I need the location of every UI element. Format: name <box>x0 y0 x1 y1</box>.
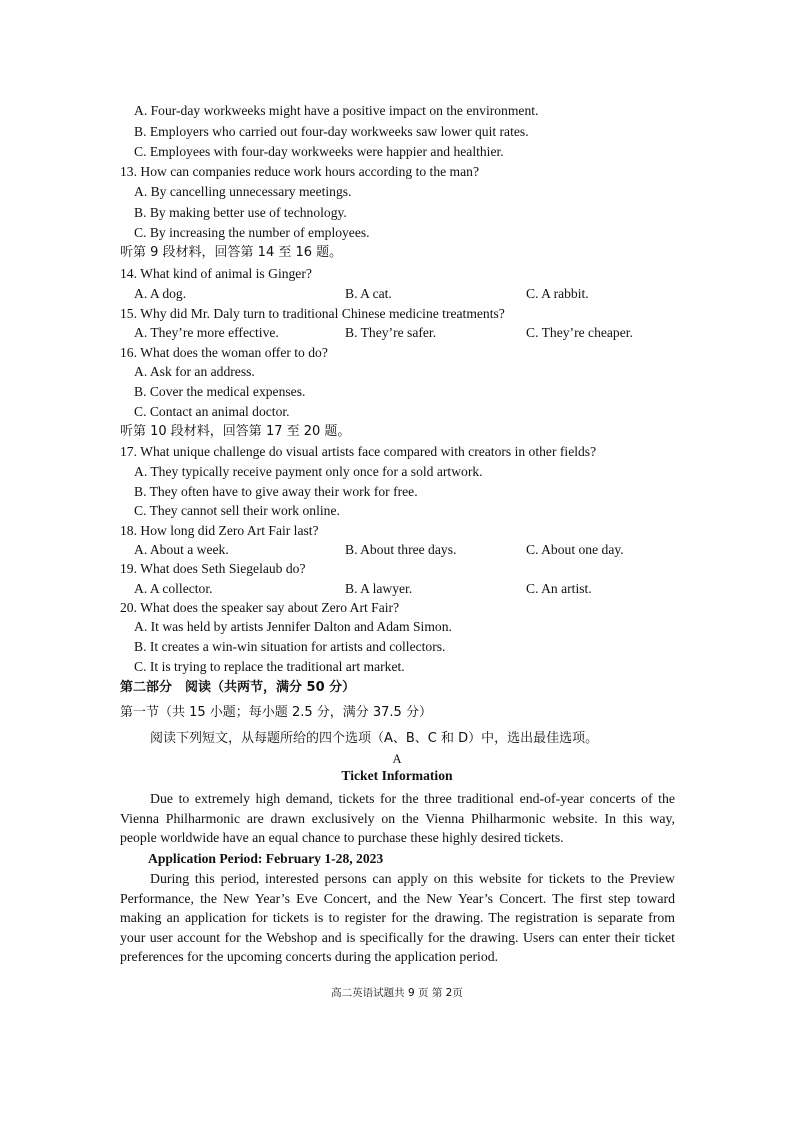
page-footer: 高二英语试题共 9 页 第 2页 <box>331 987 463 999</box>
q12-option-a: A. Four-day workweeks might have a positive impact on the environment. <box>134 103 539 118</box>
q13-option-a: A. By cancelling unnecessary meetings. <box>134 184 352 199</box>
q19-option-c: C. An artist. <box>526 581 592 596</box>
section9-instruction: 听第 9 段材料，回答第 14 至 16 题。 <box>120 245 343 260</box>
q16-stem: 16. What does the woman offer to do? <box>120 345 328 360</box>
q17-option-a: A. They typically receive payment only once for a sold artwork. <box>134 464 483 479</box>
q17-option-c: C. They cannot sell their work online. <box>134 503 340 518</box>
q14-option-b: B. A cat. <box>345 286 392 301</box>
q19-option-a: A. A collector. <box>134 581 213 596</box>
q18-option-a: A. About a week. <box>134 542 229 557</box>
q16-option-a: A. Ask for an address. <box>134 364 255 379</box>
q15-stem: 15. Why did Mr. Daly turn to traditional Chinese medicine treatments? <box>120 306 505 321</box>
q13-option-b: B. By making better use of technology. <box>134 205 347 220</box>
q20-option-b: B. It creates a win-win situation for artists and collectors. <box>134 639 446 654</box>
q20-option-a: A. It was held by artists Jennifer Dalton and Adam Simon. <box>134 619 452 634</box>
q15-option-c: C. They’re cheaper. <box>526 325 633 340</box>
q20-stem: 20. What does the speaker say about Zero Art Fair? <box>120 600 400 615</box>
q12-option-b: B. Employers who carried out four-day workweeks saw lower quit rates. <box>134 124 529 139</box>
q13-stem: 13. How can companies reduce work hours according to the man? <box>120 164 479 179</box>
q17-option-b: B. They often have to give away their work for free. <box>134 484 418 499</box>
q15-option-b: B. They’re safer. <box>345 325 437 340</box>
q18-option-c: C. About one day. <box>526 542 624 557</box>
section1-heading: 第一节（共 15 小题；每小题 2.5 分，满分 37.5 分） <box>120 705 432 720</box>
q14-option-c: C. A rabbit. <box>526 286 589 301</box>
passage-letter: A <box>392 752 402 766</box>
q17-stem: 17. What unique challenge do visual artists face compared with creators in other fields? <box>120 444 597 459</box>
q18-stem: 18. How long did Zero Art Fair last? <box>120 523 319 538</box>
q19-option-b: B. A lawyer. <box>345 581 413 596</box>
q14-option-a: A. A dog. <box>134 286 187 301</box>
q16-option-c: C. Contact an animal doctor. <box>134 404 290 419</box>
part2-heading: 第二部分 阅读（共两节，满分 50 分） <box>120 680 356 695</box>
q13-option-c: C. By increasing the number of employees. <box>134 225 370 240</box>
q15-option-a: A. They’re more effective. <box>134 325 279 340</box>
q16-option-b: B. Cover the medical expenses. <box>134 384 306 399</box>
section10-instruction: 听第 10 段材料，回答第 17 至 20 题。 <box>120 424 351 439</box>
q18-option-b: B. About three days. <box>345 542 457 557</box>
reading-instruction: 阅读下列短文，从每题所给的四个选项（A、B、C 和 D）中，选出最佳选项。 <box>150 731 599 746</box>
passage-paragraph-2: During this period, interested persons can apply on this website for tickets to the Preview Performance, the New Year’s Eve Concert, and the New Year’s Concert. The first step toward making an application for tickets is to register for the drawing. The registration is separate from your user account for the Webshop and is specifically for the drawing. Users can enter their ticket preferences for the upcoming concerts during the application period. <box>120 871 675 964</box>
passage-title: Ticket Information <box>341 768 453 783</box>
passage-paragraph-1: Due to extremely high demand, tickets for the three traditional end-of-year concerts of the Vienna Philharmonic are drawn exclusively on the Vienna Philharmonic website. In this way, people worldwide have an equal chance to purchase these highly desired tickets. <box>120 791 675 845</box>
q12-option-c: C. Employees with four-day workweeks were happier and healthier. <box>134 144 504 159</box>
application-period-heading: Application Period: February 1-28, 2023 <box>148 851 384 866</box>
q19-stem: 19. What does Seth Siegelaub do? <box>120 561 306 576</box>
q14-stem: 14. What kind of animal is Ginger? <box>120 266 312 281</box>
q20-option-c: C. It is trying to replace the traditional art market. <box>134 659 405 674</box>
